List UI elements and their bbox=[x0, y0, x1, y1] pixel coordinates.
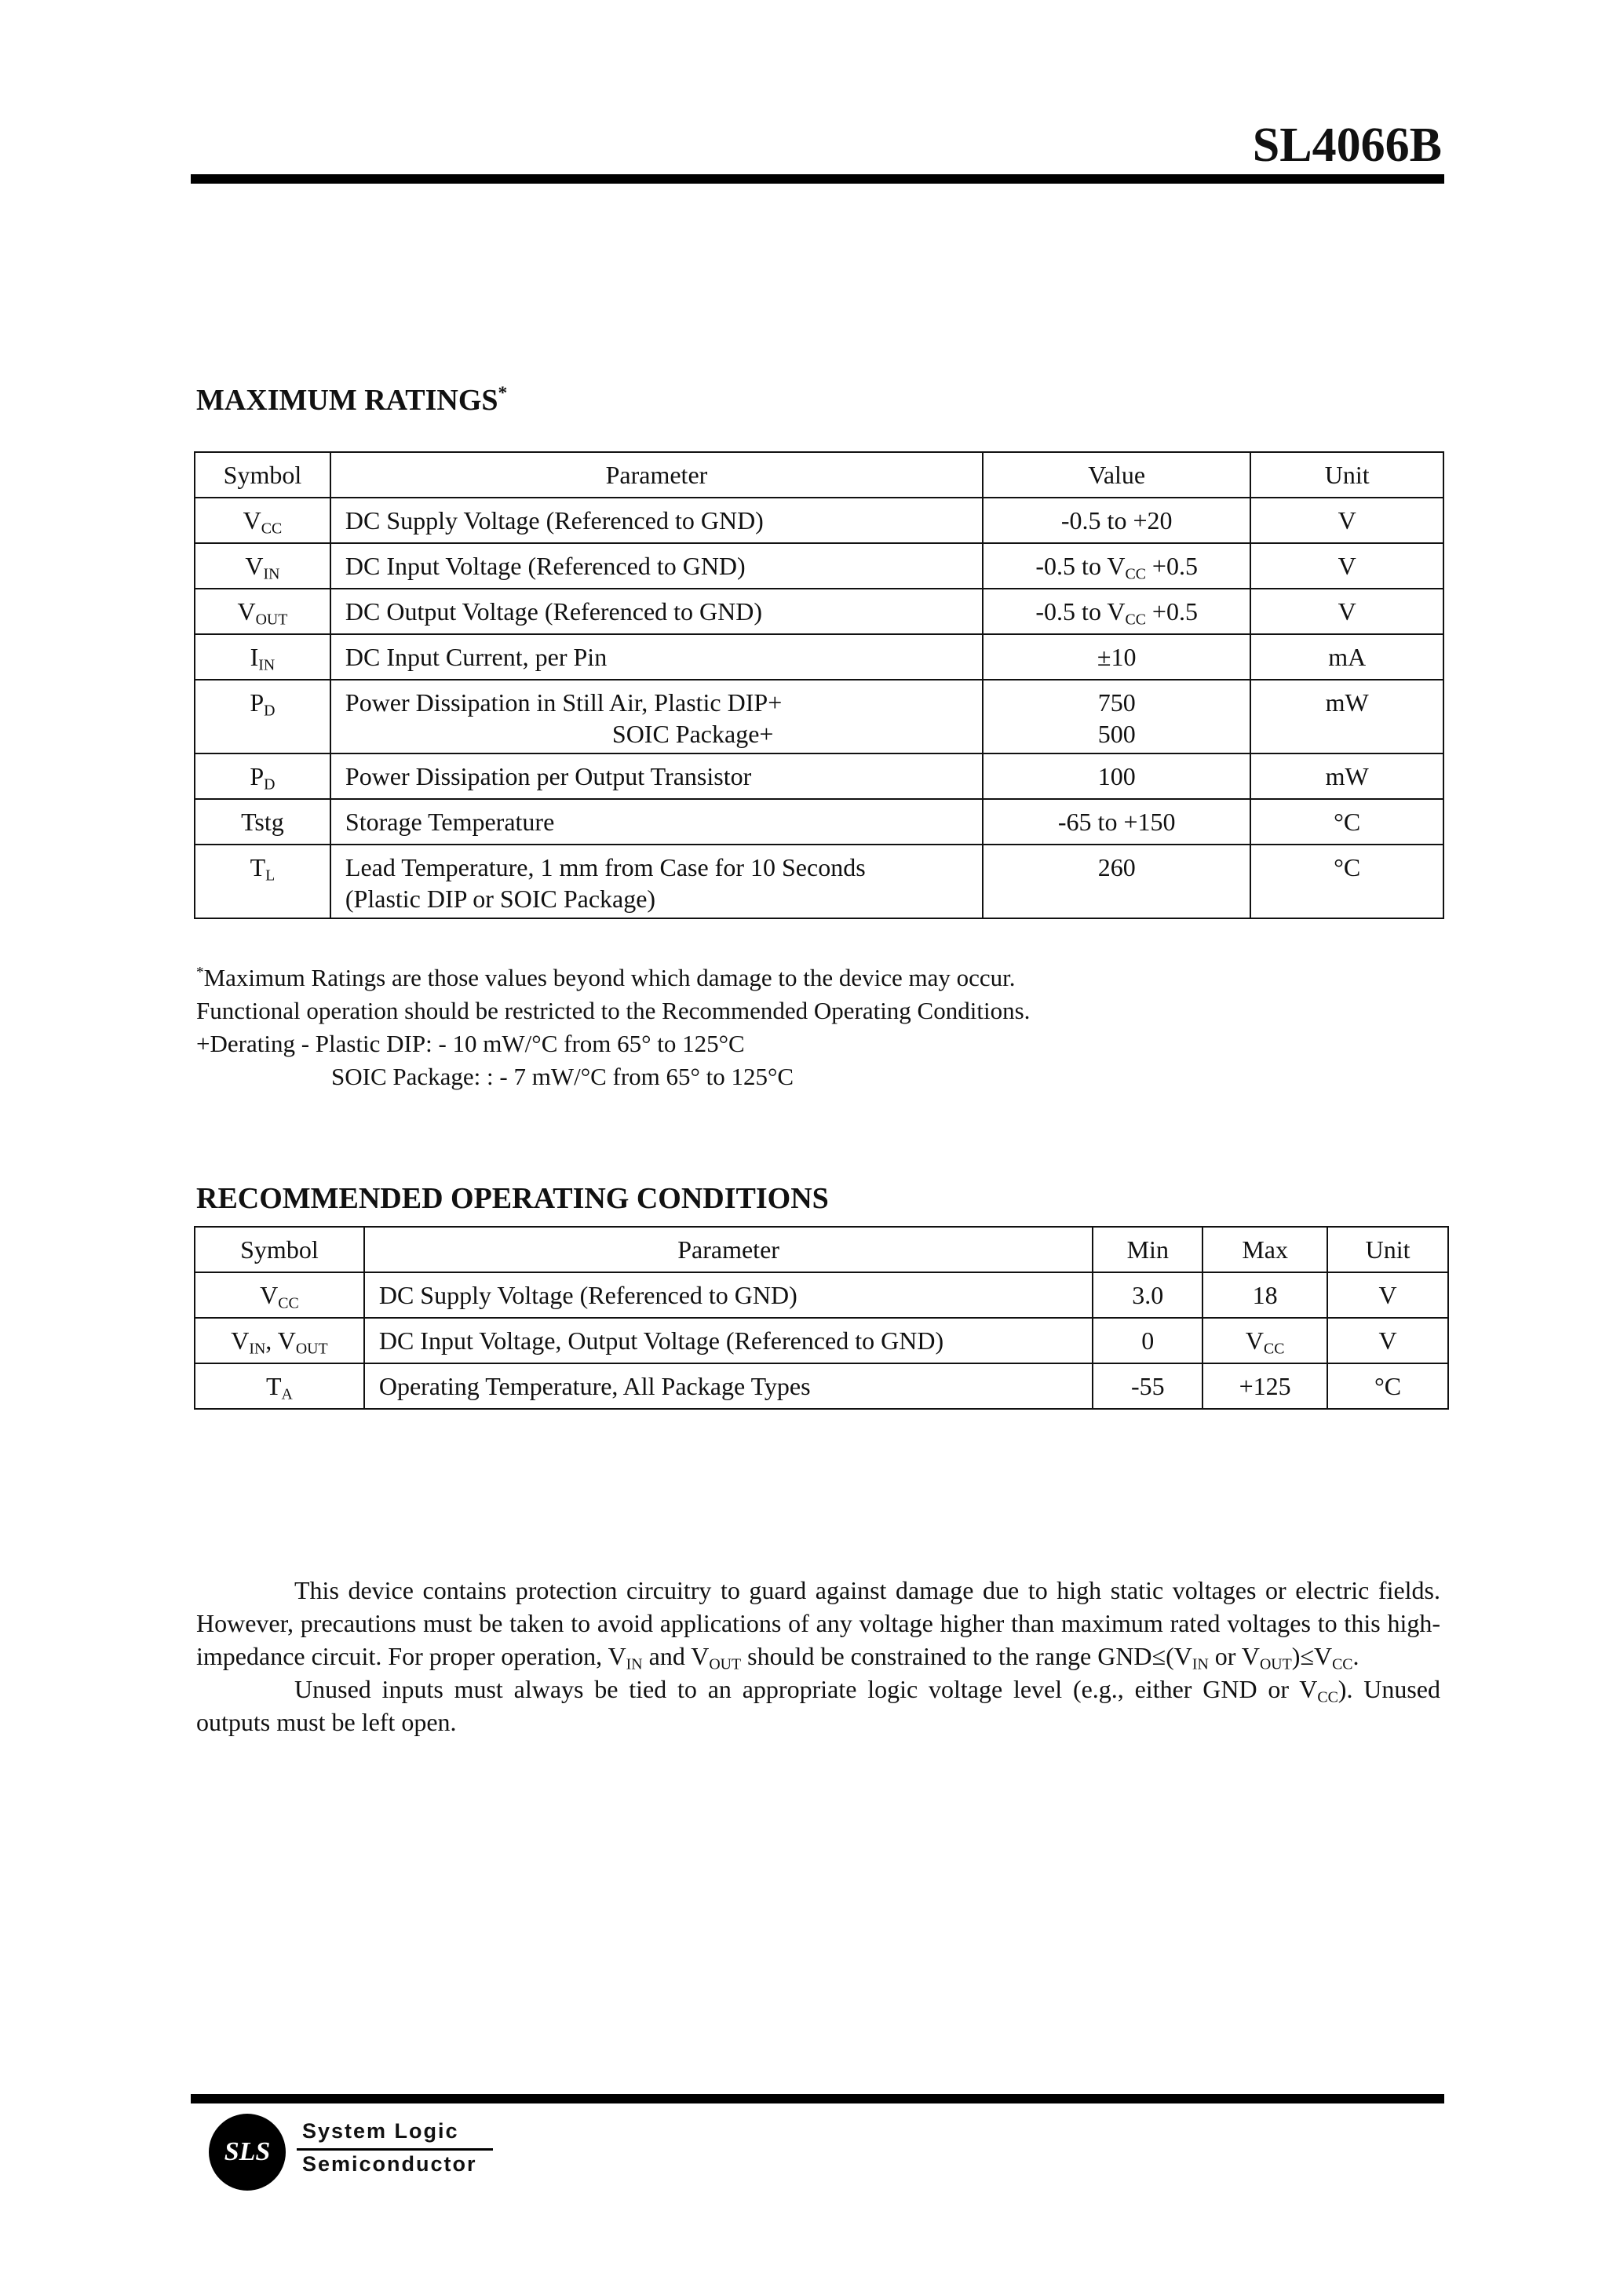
symbol-cell: $P_D$ bbox=[195, 680, 330, 753]
max-cell: 18 bbox=[1202, 1272, 1327, 1318]
value-cell: ±10 bbox=[983, 634, 1250, 680]
col-header: Parameter bbox=[330, 452, 983, 498]
table-row bbox=[195, 845, 1443, 918]
table-row bbox=[195, 799, 1443, 845]
max-cell: $V_{CC}$ bbox=[1202, 1318, 1327, 1363]
note-line: +Derating - Plastic DIP: - 10 mW/°C from 65° to 125°C bbox=[196, 1030, 745, 1057]
max-cell: +125 bbox=[1202, 1363, 1327, 1409]
parameter-cell: DC Supply Voltage (Referenced to GND) bbox=[364, 1272, 1093, 1318]
rec-conditions-title: RECOMMENDED OPERATING CONDITIONS bbox=[196, 1182, 829, 1215]
parameter-cell: Power Dissipation in Still Air, Plastic DIP+ SOIC Package+ bbox=[330, 680, 983, 753]
parameter-cell: Operating Temperature, All Package Types bbox=[364, 1363, 1093, 1409]
table-row bbox=[195, 543, 1443, 589]
rec-conditions-table bbox=[194, 1226, 1449, 1410]
symbol-cell: $I_{IN}$ bbox=[195, 634, 330, 680]
value-cell: -65 to +150 bbox=[983, 799, 1250, 845]
parameter-cell: DC Input Voltage, Output Voltage (Referenced to GND) bbox=[364, 1318, 1093, 1363]
col-header: Value bbox=[983, 452, 1250, 498]
table-row bbox=[195, 680, 1443, 753]
table-row bbox=[195, 1318, 1448, 1363]
table-row bbox=[195, 589, 1443, 634]
col-header: Min bbox=[1093, 1227, 1202, 1272]
parameter-cell: Lead Temperature, 1 mm from Case for 10 Seconds (Plastic DIP or SOIC Package) bbox=[330, 845, 983, 918]
unit-cell: °C bbox=[1327, 1363, 1448, 1409]
header-rule bbox=[191, 174, 1444, 184]
value-cell: -0.5 to $V_{CC} +0.5$ bbox=[983, 543, 1250, 589]
min-cell: 3.0 bbox=[1093, 1272, 1202, 1318]
symbol-cell: $P_D$ bbox=[195, 753, 330, 799]
value-cell: -0.5 to +20 bbox=[983, 498, 1250, 543]
max-ratings-notes bbox=[196, 961, 1030, 1093]
value-cell: 260 bbox=[983, 845, 1250, 918]
protection-paragraph bbox=[196, 1574, 1440, 1739]
unit-cell: V bbox=[1327, 1272, 1448, 1318]
symbol-cell: $T_A$ bbox=[195, 1363, 364, 1409]
table-row bbox=[195, 753, 1443, 799]
value-cell: -0.5 to $V_{CC} +0.5$ bbox=[983, 589, 1250, 634]
unit-cell: V bbox=[1250, 543, 1443, 589]
company-underline bbox=[297, 2148, 493, 2151]
value-cell: 100 bbox=[983, 753, 1250, 799]
unit-cell: mW bbox=[1250, 680, 1443, 753]
symbol-cell: Tstg bbox=[195, 799, 330, 845]
table-row bbox=[195, 498, 1443, 543]
parameter-cell: Power Dissipation per Output Transistor bbox=[330, 753, 983, 799]
unit-cell: °C bbox=[1250, 799, 1443, 845]
unit-cell: V bbox=[1250, 589, 1443, 634]
min-cell: 0 bbox=[1093, 1318, 1202, 1363]
symbol-cell: $V_{CC}$ bbox=[195, 1272, 364, 1318]
symbol-cell: $V_{CC}$ bbox=[195, 498, 330, 543]
col-header: Max bbox=[1202, 1227, 1327, 1272]
max-ratings-table bbox=[194, 451, 1444, 919]
col-header: Unit bbox=[1327, 1227, 1448, 1272]
table-row bbox=[195, 634, 1443, 680]
symbol-cell: $V_{IN}$, $V_{OUT}$ bbox=[195, 1318, 364, 1363]
table-header-row bbox=[195, 1227, 1448, 1272]
col-header: Symbol bbox=[195, 452, 330, 498]
col-header: Unit bbox=[1250, 452, 1443, 498]
symbol-cell: $T_L$ bbox=[195, 845, 330, 918]
value-cell: 750 500 bbox=[983, 680, 1250, 753]
unit-cell: V bbox=[1250, 498, 1443, 543]
company-logo: SLS bbox=[209, 2114, 286, 2191]
note-line: *Maximum Ratings are those values beyond which damage to the device may occur. bbox=[196, 964, 1016, 991]
symbol-cell: $V_{OUT}$ bbox=[195, 589, 330, 634]
paragraph-2: Unused inputs must always be tied to an appropriate logic voltage level (e.g., either GND or $V_{CC}$). Unused outputs must be left open. bbox=[196, 1675, 1441, 1736]
part-number: SL4066B bbox=[1252, 119, 1442, 172]
max-ratings-title: MAXIMUM RATINGS* bbox=[196, 382, 508, 417]
paragraph-1: This device contains protection circuitry to guard against damage due to high static voltages or electric fields. However, precautions must be taken to avoid applications of any voltage higher than maximum rated voltages to this high-impedance circuit. For proper operation, $V_{IN}$ and $V_{OUT}$ should be constrained to the range $GND\le(V_{IN}$ or $V_{OUT})\le V_{CC}$. bbox=[196, 1576, 1440, 1673]
table-header-row bbox=[195, 452, 1443, 498]
unit-cell: mW bbox=[1250, 753, 1443, 799]
footer-rule bbox=[191, 2094, 1444, 2103]
col-header: Parameter bbox=[364, 1227, 1093, 1272]
parameter-cell: DC Input Current, per Pin bbox=[330, 634, 983, 680]
table-row bbox=[195, 1363, 1448, 1409]
symbol-cell: $V_{IN}$ bbox=[195, 543, 330, 589]
note-line: Functional operation should be restricted to the Recommended Operating Conditions. bbox=[196, 997, 1031, 1024]
parameter-cell: DC Input Voltage (Referenced to GND) bbox=[330, 543, 983, 589]
parameter-cell: DC Supply Voltage (Referenced to GND) bbox=[330, 498, 983, 543]
col-header: Symbol bbox=[195, 1227, 364, 1272]
unit-cell: mA bbox=[1250, 634, 1443, 680]
company-name-line1: System Logic bbox=[302, 2119, 459, 2143]
unit-cell: °C bbox=[1250, 845, 1443, 918]
unit-cell: V bbox=[1327, 1318, 1448, 1363]
table-row bbox=[195, 1272, 1448, 1318]
min-cell: -55 bbox=[1093, 1363, 1202, 1409]
parameter-cell: Storage Temperature bbox=[330, 799, 983, 845]
parameter-cell: DC Output Voltage (Referenced to GND) bbox=[330, 589, 983, 634]
note-line: SOIC Package: : - 7 mW/°C from 65° to 125°C bbox=[331, 1063, 794, 1090]
title-asterisk: * bbox=[498, 382, 508, 403]
company-name-line2: Semiconductor bbox=[302, 2152, 477, 2176]
